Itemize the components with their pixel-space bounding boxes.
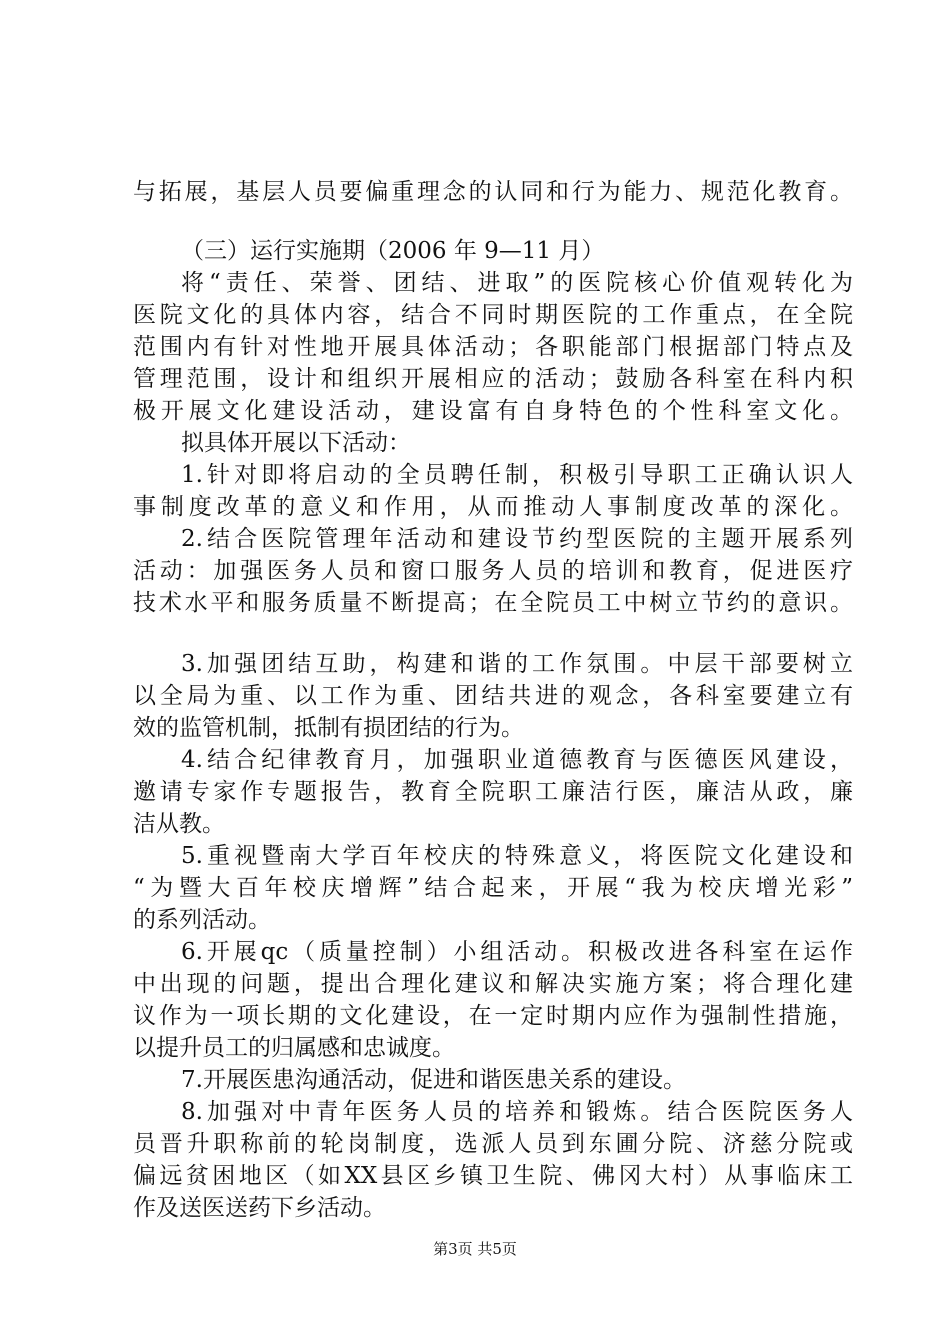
text-line-16: 效的监管机制，抵制有损团结的行为。 xyxy=(133,715,524,741)
text-line-31: 作及送医送药下乡活动。 xyxy=(133,1195,386,1221)
text-line-13: 技术水平和服务质量不断提高；在全院员工中树立节约的意识。 xyxy=(133,590,853,616)
text-line-17: 4.结合纪律教育月，加强职业道德教育与医德医风建设， xyxy=(181,747,853,773)
text-line-21: “为暨大百年校庆增辉”结合起来，开展“我为校庆增光彩” xyxy=(133,875,853,901)
text-line-27: 7.开展医患沟通活动，促进和谐医患关系的建设。 xyxy=(181,1067,686,1093)
text-line-19: 洁从教。 xyxy=(133,811,225,837)
text-line-8: 拟具体开展以下活动： xyxy=(181,430,411,456)
text-line-5: 范围内有针对性地开展具体活动；各职能部门根据部门特点及 xyxy=(133,334,853,360)
text-line-18: 邀请专家作专题报告，教育全院职工廉洁行医，廉洁从政，廉 xyxy=(133,779,853,805)
text-line-6: 管理范围，设计和组织开展相应的活动；鼓励各科室在科内积 xyxy=(133,366,853,392)
text-line-4: 医院文化的具体内容，结合不同时期医院的工作重点，在全院 xyxy=(133,302,853,328)
text-line-12: 活动：加强医务人员和窗口服务人员的培训和教育，促进医疗 xyxy=(133,558,853,584)
text-line-14: 3.加强团结互助，构建和谐的工作氛围。中层干部要树立 xyxy=(181,651,853,677)
text-line-23: 6.开展qc（质量控制）小组活动。积极改进各科室在运作 xyxy=(181,939,853,965)
text-line-24: 中出现的问题，提出合理化建议和解决实施方案；将合理化建 xyxy=(133,971,853,997)
text-line-7: 极开展文化建设活动，建设富有自身特色的个性科室文化。 xyxy=(133,398,853,424)
text-line-20: 5.重视暨南大学百年校庆的特殊意义，将医院文化建设和 xyxy=(181,843,853,869)
text-line-15: 以全局为重、以工作为重、团结共进的观念，各科室要建立有 xyxy=(133,683,853,709)
text-line-26: 以提升员工的归属感和忠诚度。 xyxy=(133,1035,455,1061)
text-line-28: 8.加强对中青年医务人员的培养和锻炼。结合医院医务人 xyxy=(181,1099,853,1125)
text-line-25: 议作为一项长期的文化建设，在一定时期内应作为强制性措施， xyxy=(133,1003,853,1029)
page-number-footer: 第3页 共5页 xyxy=(433,1240,517,1258)
text-line-29: 员晋升职称前的轮岗制度，选派人员到东圃分院、济慈分院或 xyxy=(133,1131,853,1157)
text-line-30: 偏远贫困地区（如XX县区乡镇卫生院、佛冈大村）从事临床工 xyxy=(133,1163,853,1189)
text-line-10: 事制度改革的意义和作用，从而推动人事制度改革的深化。 xyxy=(133,494,853,520)
text-line-22: 的系列活动。 xyxy=(133,907,271,933)
text-line-3: 将“责任、荣誉、团结、进取”的医院核心价值观转化为 xyxy=(181,270,853,296)
text-line-11: 2.结合医院管理年活动和建设节约型医院的主题开展系列 xyxy=(181,526,853,552)
section-heading-operation-period: （三）运行实施期（2006 年 9—11 月） xyxy=(181,238,605,264)
text-line-1: 与拓展，基层人员要偏重理念的认同和行为能力、规范化教育。 xyxy=(133,179,853,205)
text-line-9: 1.针对即将启动的全员聘任制，积极引导职工正确认识人 xyxy=(181,462,853,488)
